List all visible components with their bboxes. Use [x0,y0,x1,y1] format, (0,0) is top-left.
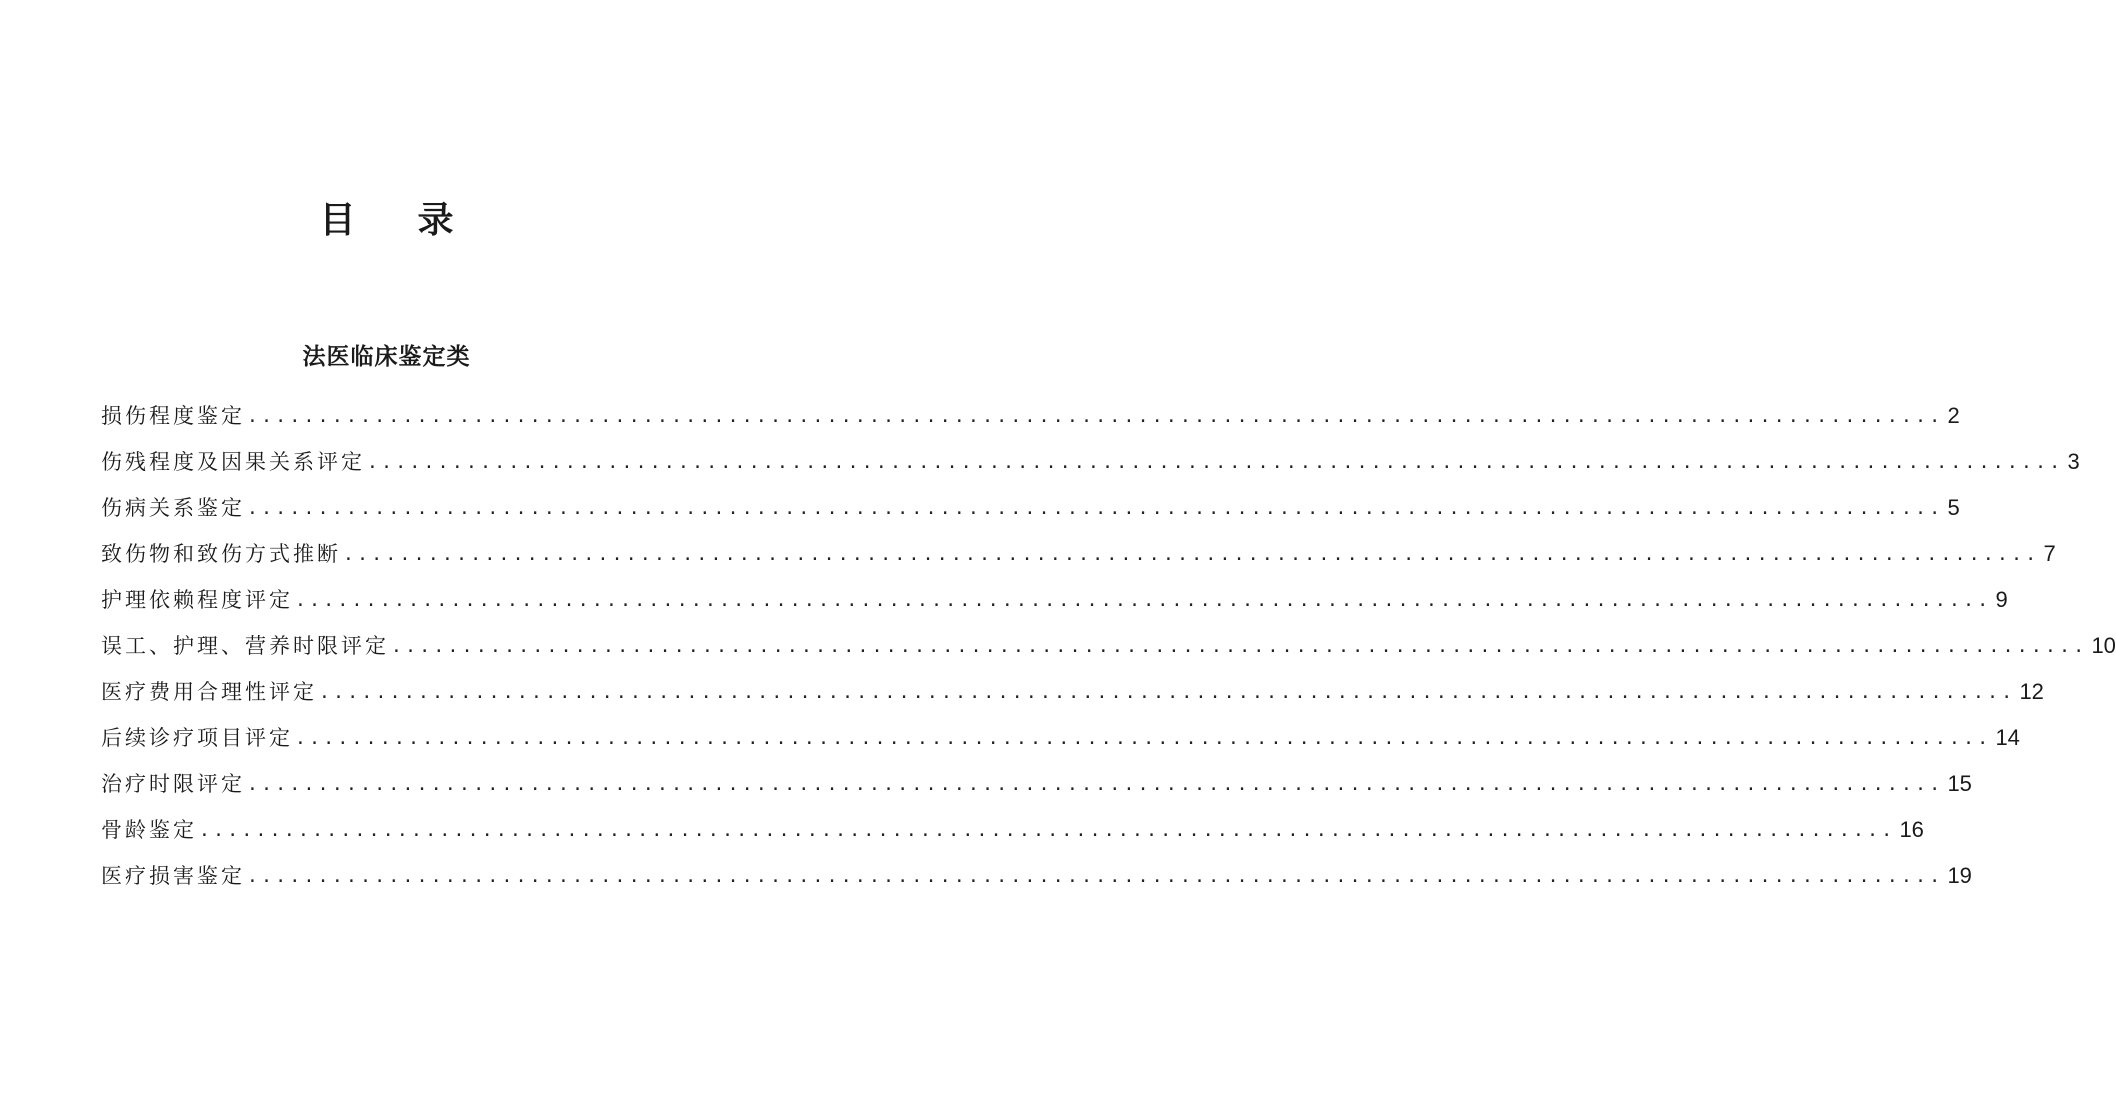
toc-entry-title: 误工、护理、营养时限评定 [101,634,389,658]
toc-dot-leader: ........................................................................................................................ [247,866,1944,887]
toc-entry-title: 医疗损害鉴定 [101,864,245,888]
page-title-char-2: 录 [417,200,454,241]
toc-dot-leader: ........................................................................................................................ [295,590,1992,611]
toc-entry-page-number: 16 [1899,817,1924,842]
toc-entry-page-number: 5 [1947,495,1960,520]
toc-entry[interactable] [101,386,1960,432]
toc-dot-leader: ........................................................................................................................ [295,728,1992,749]
page-title-char-1: 目 [319,200,356,241]
toc-entry-title: 伤残程度及因果关系评定 [101,450,365,474]
table-of-contents [101,386,2116,892]
toc-entry-page-number: 9 [1995,587,2008,612]
toc-entry[interactable] [101,570,2008,616]
toc-entry-page-number: 12 [2019,679,2044,704]
toc-entry-page-number: 10 [2091,633,2116,658]
toc-entry[interactable] [101,846,1972,892]
toc-entry-title: 治疗时限评定 [101,772,245,796]
toc-dot-leader: ........................................................................................................................ [391,636,2088,657]
toc-entry-title: 伤病关系鉴定 [101,496,245,520]
toc-dot-leader: ........................................................................................................................ [199,820,1896,841]
toc-entry[interactable] [101,616,2116,662]
toc-entry-page-number: 14 [1995,725,2020,750]
toc-entry-title: 骨龄鉴定 [101,818,197,842]
toc-entry-page-number: 7 [2043,541,2056,566]
toc-entry[interactable] [101,708,2020,754]
section-heading: 法医临床鉴定类 [302,344,471,370]
toc-dot-leader: ........................................................................................................................ [247,498,1944,519]
toc-dot-leader: ........................................................................................................................ [367,452,2064,473]
toc-entry[interactable] [101,754,1972,800]
toc-entry[interactable] [101,432,2080,478]
toc-entry-title: 护理依赖程度评定 [101,588,293,612]
toc-entry-page-number: 3 [2067,449,2080,474]
toc-entry-page-number: 19 [1947,863,1972,888]
toc-entry-title: 致伤物和致伤方式推断 [101,542,341,566]
toc-dot-leader: ........................................................................................................................ [247,406,1944,427]
toc-entry[interactable] [101,800,1924,846]
page-title [0,192,773,243]
toc-entry-page-number: 15 [1947,771,1972,796]
toc-entry-title: 后续诊疗项目评定 [101,726,293,750]
toc-entry[interactable] [101,478,1960,524]
toc-entry-title: 损伤程度鉴定 [101,404,245,428]
toc-entry[interactable] [101,524,2056,570]
toc-entry-title: 医疗费用合理性评定 [101,680,317,704]
toc-entry[interactable] [101,662,2044,708]
toc-dot-leader: ........................................................................................................................ [247,774,1944,795]
toc-entry-page-number: 2 [1947,403,1960,428]
toc-dot-leader: ........................................................................................................................ [343,544,2040,565]
toc-dot-leader: ........................................................................................................................ [319,682,2016,703]
